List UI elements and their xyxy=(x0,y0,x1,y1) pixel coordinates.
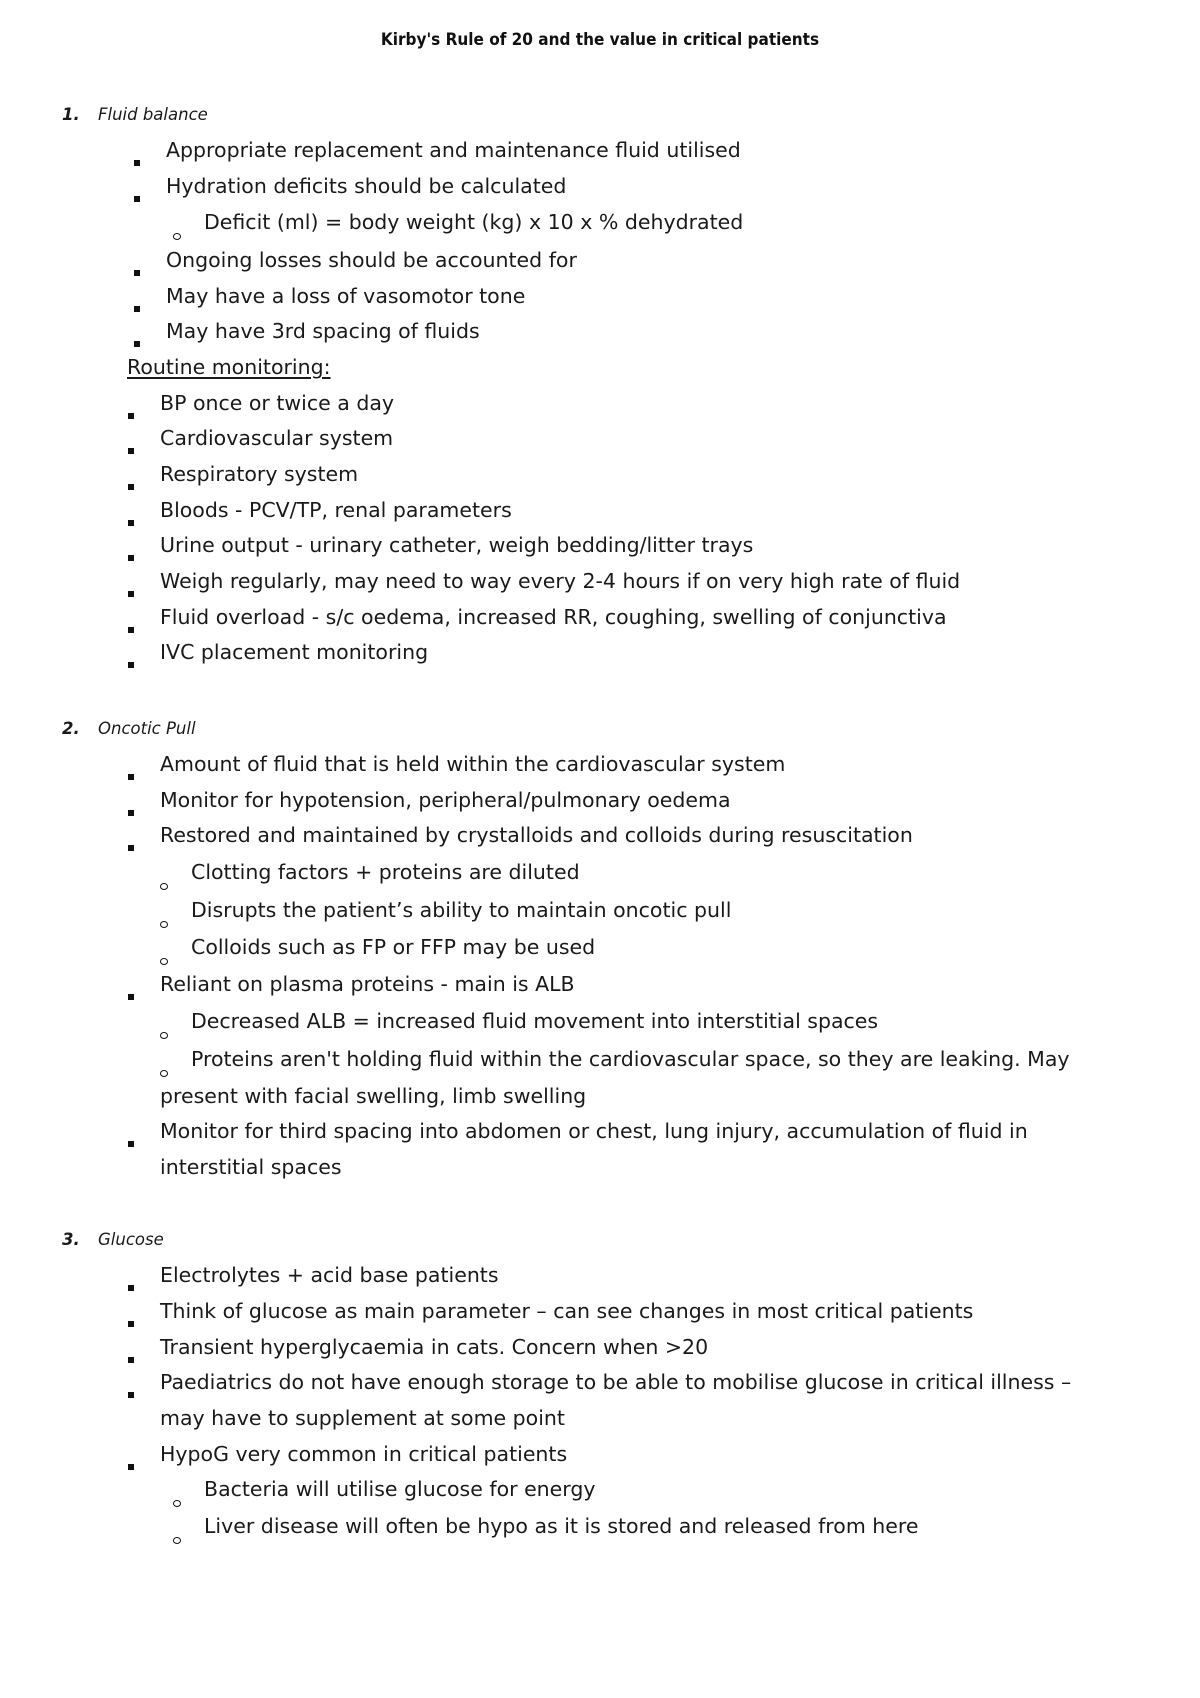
list-item: Urine output - urinary catheter, weigh bedding/litter trays xyxy=(160,533,754,557)
list-item: Amount of fluid that is held within the cardiovascular system xyxy=(160,752,786,776)
circle-bullet-icon xyxy=(173,1500,181,1507)
square-bullet-icon xyxy=(128,845,134,851)
document-title: Kirby's Rule of 20 and the value in critical patients xyxy=(380,30,820,50)
list-subitem: Bacteria will utilise glucose for energy xyxy=(204,1477,596,1501)
section-heading-glucose xyxy=(62,1229,164,1251)
square-bullet-icon xyxy=(134,270,140,276)
list-item: Fluid overload - s/c oedema, increased RR, coughing, swelling of conjunctiva xyxy=(160,605,947,629)
square-bullet-icon xyxy=(134,341,140,347)
list-item: Appropriate replacement and maintenance fluid utilised xyxy=(166,138,741,162)
square-bullet-icon xyxy=(128,413,134,419)
section-number: 1. xyxy=(62,105,80,124)
list-subitem: Disrupts the patient’s ability to maintain oncotic pull xyxy=(191,898,732,922)
section-title: Fluid balance xyxy=(98,105,208,124)
list-item: May have a loss of vasomotor tone xyxy=(166,284,526,308)
list-subitem-continued: present with facial swelling, limb swelling xyxy=(160,1084,587,1108)
square-bullet-icon xyxy=(128,520,134,526)
square-bullet-icon xyxy=(128,1392,134,1398)
square-bullet-icon xyxy=(128,774,134,780)
section-title: Glucose xyxy=(98,1230,164,1249)
list-item: Transient hyperglycaemia in cats. Concern when >20 xyxy=(160,1335,709,1359)
square-bullet-icon xyxy=(128,1321,134,1327)
list-item: Hydration deficits should be calculated xyxy=(166,174,567,198)
square-bullet-icon xyxy=(128,484,134,490)
circle-bullet-icon xyxy=(173,233,181,240)
list-item: Respiratory system xyxy=(160,462,359,486)
section-number: 3. xyxy=(62,1230,80,1249)
list-item: Weigh regularly, may need to way every 2-4 hours if on very high rate of fluid xyxy=(160,569,961,593)
list-item: Electrolytes + acid base patients xyxy=(160,1263,499,1287)
list-subitem: Liver disease will often be hypo as it is stored and released from here xyxy=(204,1514,919,1538)
list-item: IVC placement monitoring xyxy=(160,640,429,664)
list-item: Monitor for hypotension, peripheral/pulmonary oedema xyxy=(160,788,731,812)
circle-bullet-icon xyxy=(160,958,168,965)
circle-bullet-icon xyxy=(160,883,168,890)
circle-bullet-icon xyxy=(160,921,168,928)
circle-bullet-icon xyxy=(160,1032,168,1039)
square-bullet-icon xyxy=(128,994,134,1000)
circle-bullet-icon xyxy=(173,1537,181,1544)
square-bullet-icon xyxy=(128,627,134,633)
square-bullet-icon xyxy=(128,662,134,668)
list-item: Paediatrics do not have enough storage to be able to mobilise glucose in critical illness – xyxy=(160,1370,1072,1394)
list-item: Ongoing losses should be accounted for xyxy=(166,248,577,272)
circle-bullet-icon xyxy=(160,1070,168,1077)
square-bullet-icon xyxy=(134,160,140,166)
list-item: Reliant on plasma proteins - main is ALB xyxy=(160,972,575,996)
list-item: Cardiovascular system xyxy=(160,426,394,450)
list-subitem: Proteins aren't holding fluid within the cardiovascular space, so they are leaking. May xyxy=(191,1047,1070,1071)
list-item: Restored and maintained by crystalloids and colloids during resuscitation xyxy=(160,823,913,847)
list-item-continued: interstitial spaces xyxy=(160,1155,342,1179)
section-heading-oncotic-pull xyxy=(62,718,196,740)
section-number: 2. xyxy=(62,719,80,738)
square-bullet-icon xyxy=(128,555,134,561)
square-bullet-icon xyxy=(128,591,134,597)
list-item-continued: may have to supplement at some point xyxy=(160,1406,565,1430)
section-heading-fluid-balance xyxy=(62,104,208,126)
list-item: Bloods - PCV/TP, renal parameters xyxy=(160,498,512,522)
square-bullet-icon xyxy=(128,1285,134,1291)
section-title: Oncotic Pull xyxy=(98,719,196,738)
square-bullet-icon xyxy=(128,1464,134,1470)
list-item: May have 3rd spacing of fluids xyxy=(166,319,480,343)
list-item: BP once or twice a day xyxy=(160,391,395,415)
list-subitem: Decreased ALB = increased fluid movement into interstitial spaces xyxy=(191,1009,879,1033)
square-bullet-icon xyxy=(128,1141,134,1147)
square-bullet-icon xyxy=(128,1357,134,1363)
routine-monitoring-label: Routine monitoring: xyxy=(127,355,331,379)
square-bullet-icon xyxy=(128,810,134,816)
square-bullet-icon xyxy=(128,448,134,454)
list-subitem: Clotting factors + proteins are diluted xyxy=(191,860,580,884)
list-subitem: Colloids such as FP or FFP may be used xyxy=(191,935,596,959)
list-item: HypoG very common in critical patients xyxy=(160,1442,568,1466)
square-bullet-icon xyxy=(134,306,140,312)
list-item: Think of glucose as main parameter – can see changes in most critical patients xyxy=(160,1299,974,1323)
list-subitem: Deficit (ml) = body weight (kg) x 10 x % dehydrated xyxy=(204,210,744,234)
square-bullet-icon xyxy=(134,196,140,202)
list-item: Monitor for third spacing into abdomen or chest, lung injury, accumulation of fluid in xyxy=(160,1119,1028,1143)
